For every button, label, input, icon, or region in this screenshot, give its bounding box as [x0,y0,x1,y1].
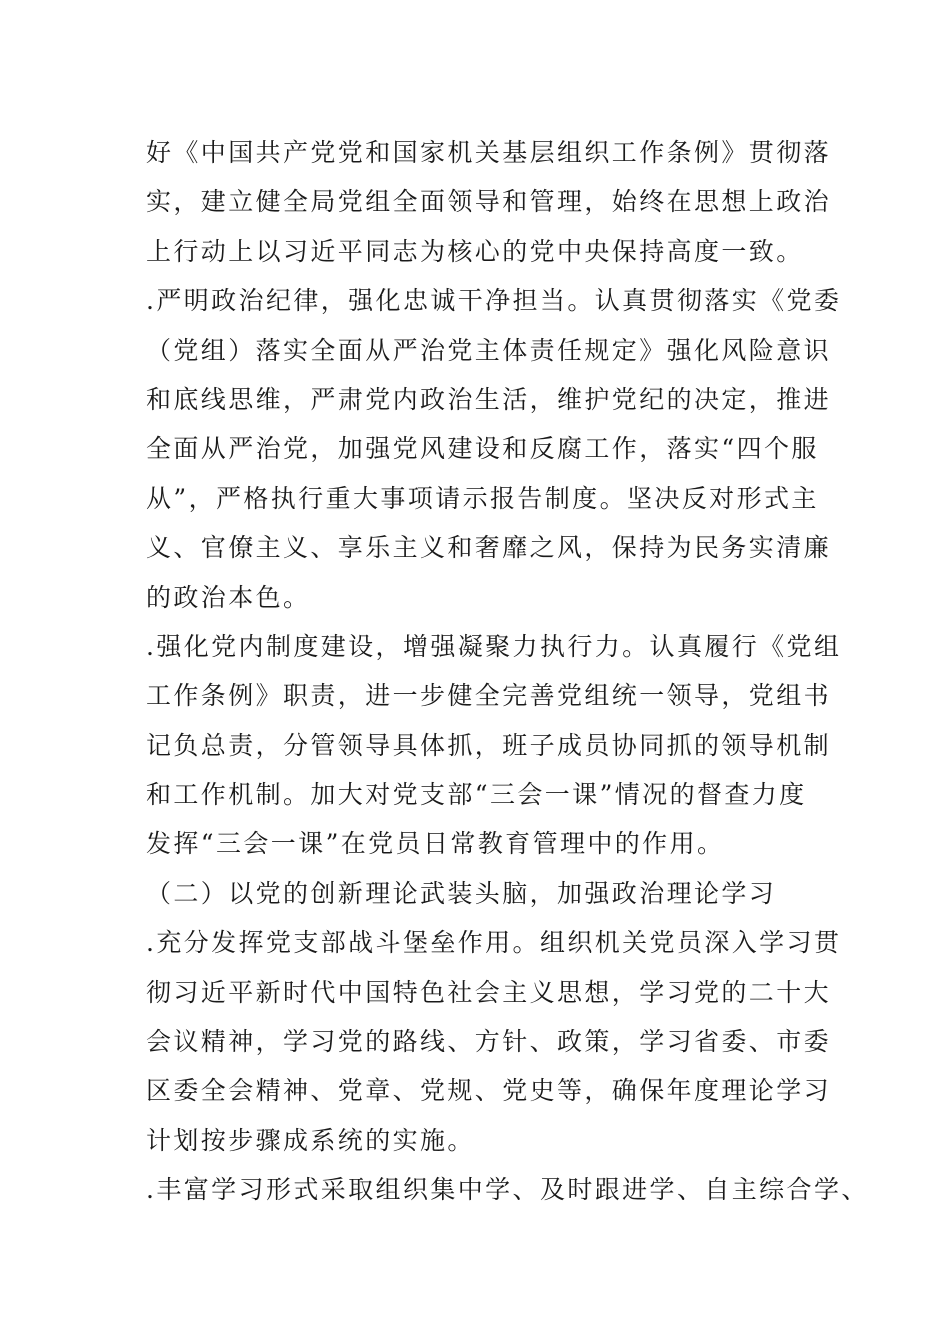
text-line: 和工作机制。加大对党支部“三会一课”情况的督查力度 [146,780,807,810]
document-body [146,128,869,1215]
text-line: 实，建立健全局党组全面领导和管理，始终在思想上政治 [146,187,832,217]
text-line: .充分发挥党支部战斗堡垒作用。组织机关党员深入学习贯 [146,928,842,958]
text-line: 好《中国共产党党和国家机关基层组织工作条例》贯彻落 [146,138,832,167]
text-line: .丰富学习形式采取组织集中学、及时跟进学、自主综合学、 [146,1175,869,1205]
text-line: .强化党内制度建设，增强凝聚力执行力。认真履行《党组 [146,631,842,661]
text-line: 会议精神，学习党的路线、方针、政策，学习省委、市委 [146,1027,832,1057]
text-line: （党组）落实全面从严治党主体责任规定》强化风险意识 [146,335,832,365]
text-line: 工作条例》职责，进一步健全完善党组统一领导，党组书 [146,681,832,711]
text-line: 记负总责，分管领导具体抓，班子成员协同抓的领导机制 [146,730,832,760]
text-line: 从”，严格执行重大事项请示报告制度。坚决反对形式主 [146,483,819,513]
text-line: 发挥“三会一课”在党员日常教育管理中的作用。 [146,829,725,859]
text-line: 计划按步骤成系统的实施。 [146,1125,475,1155]
section-heading: （二）以党的创新理论武装头脑，加强政治理论学习 [146,878,777,908]
text-line: .严明政治纪律，强化忠诚干净担当。认真贯彻落实《党委 [146,286,842,316]
text-line: 彻习近平新时代中国特色社会主义思想，学习党的二十大 [146,977,832,1007]
text-line: 上行动上以习近平同志为核心的党中央保持高度一致。 [146,236,804,266]
text-line: 义、官僚主义、享乐主义和奢靡之风，保持为民务实清廉 [146,533,832,563]
text-line: 区委全会精神、党章、党规、党史等，确保年度理论学习 [146,1076,832,1106]
text-line: 和底线思维，严肃党内政治生活，维护党纪的决定，推进 [146,384,832,414]
text-line: 全面从严治党，加强党风建设和反腐工作，落实“四个服 [146,434,819,464]
text-line: 的政治本色。 [146,582,311,612]
